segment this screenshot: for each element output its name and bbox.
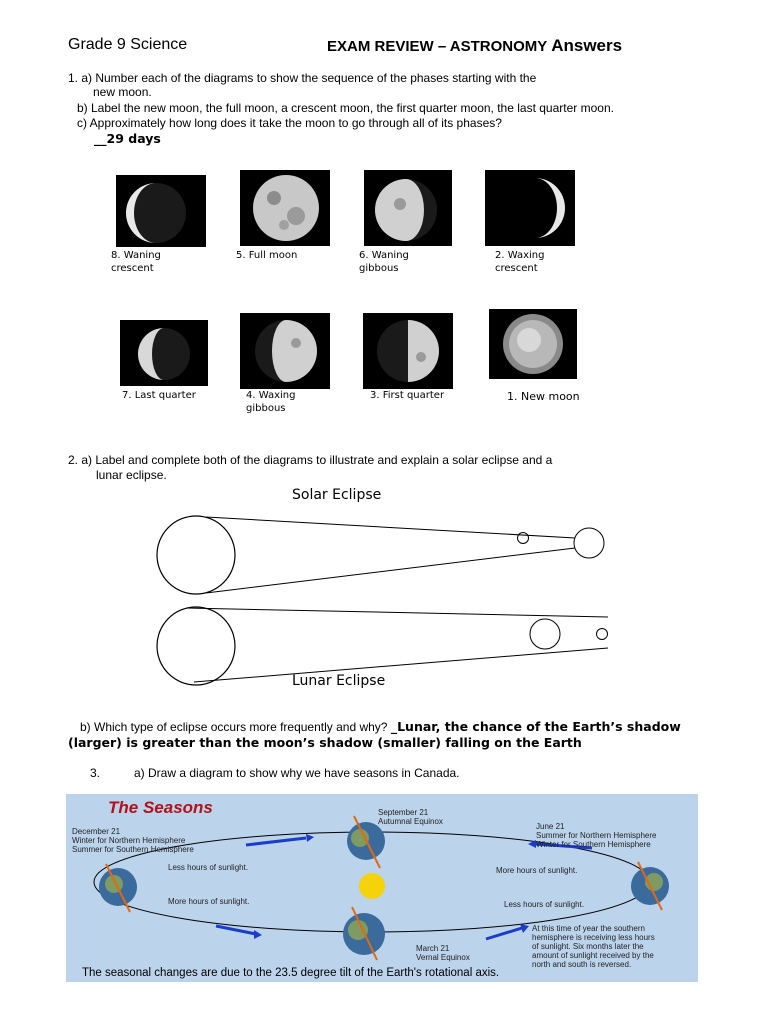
more-hours-right: More hours of sunlight. — [496, 866, 578, 875]
page-title — [327, 36, 622, 56]
phase-caption: 1. New moon — [507, 390, 580, 403]
solar-ray-top — [206, 517, 575, 538]
moon-image-last-quarter — [120, 320, 208, 386]
q1c-answer: __29 days — [94, 131, 161, 146]
answers-text: Answers — [551, 36, 623, 55]
less-hours-left: Less hours of sunlight. — [168, 863, 249, 872]
moon-image-waxing-crescent — [485, 170, 575, 246]
sun-icon — [359, 873, 385, 899]
phase-caption: 5. Full moon — [236, 250, 298, 261]
first-quarter-icon — [363, 313, 453, 389]
moon-image-waning-crescent — [116, 175, 206, 247]
waning-gibbous-icon — [364, 170, 452, 246]
q2b-answer-line1: _Lunar, the chance of the Earth’s shadow — [390, 719, 681, 734]
march-label: March 21 Vernal Equinox — [416, 944, 470, 962]
seasons-caption: The seasonal changes are due to the 23.5 degree tilt of the Earth's rotational axis. — [82, 967, 500, 979]
moon-image-full — [240, 170, 330, 246]
course-title: Grade 9 Science — [68, 36, 188, 53]
seasons-title: The Seasons — [108, 798, 213, 817]
less-hours-right: Less hours of sunlight. — [504, 900, 585, 909]
eclipse-diagrams — [150, 510, 620, 690]
q2a-line1: 2. a) Label and complete both of the diagrams to illustrate and explain a solar eclipse and a — [68, 453, 553, 467]
phase-caption: 4. Waxing gibbous — [246, 390, 296, 414]
southern-note: At this time of year the southern hemisphere is receiving less hours of sunlight. Six months later the amount of sunlight received by the north and south is reversed. — [532, 924, 655, 969]
phase-caption: 6. Waning gibbous — [359, 250, 409, 274]
q1a-line2: new moon. — [93, 85, 152, 99]
q2a-line2: lunar eclipse. — [96, 468, 167, 482]
moon-image-first-quarter — [363, 313, 453, 389]
solar-eclipse-label: Solar Eclipse — [292, 487, 382, 503]
q2b-question: b) Which type of eclipse occurs more frequently and why? — [80, 720, 388, 734]
solar-ray-bottom — [206, 548, 575, 593]
june-label: June 21 Summer for Northern Hemisphere Winter for Southern Hemisphere — [536, 822, 657, 849]
orbit-arrow-icon — [246, 838, 306, 845]
lunar-earth-circle — [530, 619, 560, 649]
orbit-arrow-icon — [486, 928, 522, 939]
lunar-sun-circle — [157, 607, 235, 685]
lunar-eclipse-label: Lunar Eclipse — [292, 673, 386, 689]
phase-caption: 3. First quarter — [370, 390, 445, 401]
more-hours-left: More hours of sunlight. — [168, 897, 250, 906]
lunar-ray-bottom — [194, 648, 608, 682]
moon-image-waning-gibbous — [364, 170, 452, 246]
solar-moon-circle — [518, 533, 529, 544]
moon-image-new — [489, 309, 577, 379]
q1b-text: b) Label the new moon, the full moon, a crescent moon, the first quarter moon, the last quarter moon. — [77, 101, 614, 115]
december-label: December 21 Winter for Northern Hemisphere Summer for Southern Hemisphere — [72, 827, 194, 854]
waxing-crescent-icon — [485, 170, 575, 246]
q2b-line1 — [80, 719, 720, 735]
phase-caption: 7. Last quarter — [122, 390, 196, 401]
phase-caption: 8. Waning crescent — [111, 250, 161, 274]
q1c-text: c) Approximately how long does it take the moon to go through all of its phases? — [77, 116, 502, 130]
q3-number: 3. — [90, 766, 101, 780]
lunar-ray-top — [186, 608, 608, 617]
full-moon-icon — [240, 170, 330, 246]
solar-earth-circle — [574, 528, 604, 558]
solar-sun-circle — [157, 516, 235, 594]
title-text: EXAM REVIEW – ASTRONOMY — [327, 38, 548, 55]
waxing-gibbous-icon — [240, 313, 330, 389]
q2b-answer-line2: (larger) is greater than the moon’s shadow (smaller) falling on the Earth — [68, 735, 582, 750]
moon-image-waxing-gibbous — [240, 313, 330, 389]
september-label: September 21 Autumnal Equinox — [378, 808, 443, 826]
q3a-text: a) Draw a diagram to show why we have seasons in Canada. — [134, 766, 460, 780]
lunar-moon-circle — [597, 629, 608, 640]
q1a-line1: 1. a) Number each of the diagrams to show the sequence of the phases starting with the — [68, 71, 537, 85]
new-moon-icon — [489, 309, 577, 379]
phase-caption: 2. Waxing crescent — [495, 250, 545, 274]
seasons-figure — [66, 794, 698, 982]
waning-crescent-icon — [116, 175, 206, 247]
last-quarter-icon — [120, 320, 208, 386]
